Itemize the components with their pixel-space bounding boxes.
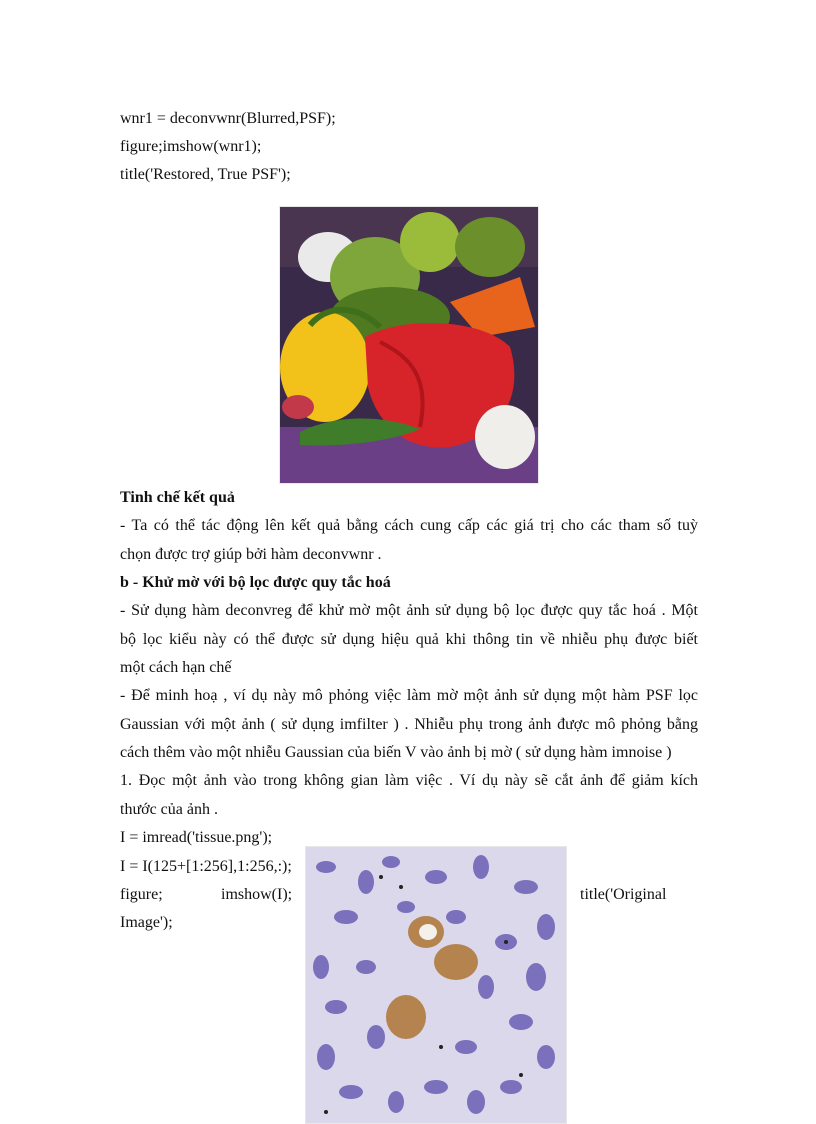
paragraph-line: cách thêm vào một nhiễu Gaussian của biến V vào ảnh bị mờ ( sử dụng hàm imnoise ) <box>120 744 672 761</box>
paragraph-line: bộ lọc kiểu này có thể được sử dụng hiệu quả khi thông tin về nhiễu phụ được biết <box>120 631 698 648</box>
section-heading: b - Khử mờ với bộ lọc được quy tắc hoá <box>120 574 391 591</box>
paragraph-line: 1. Đọc một ảnh vào trong không gian làm việc . Ví dụ này sẽ cắt ảnh để giảm kích <box>120 772 698 789</box>
code-line: figure;imshow(wnr1); <box>120 138 262 155</box>
code-line: I = I(125+[1:256],1:256,:); <box>120 858 292 875</box>
paragraph-line: thước của ảnh . <box>120 801 218 818</box>
paragraph-line: chọn được trợ giúp bởi hàm deconvwnr . <box>120 546 382 563</box>
code-word: imshow(I); <box>221 886 293 903</box>
paragraph-line: - Sử dụng hàm deconvreg để khử mờ một ảnh sử dụng bộ lọc được quy tắc hoá . Một <box>120 602 698 619</box>
tissue-photo-icon <box>306 847 566 1123</box>
section-heading: Tinh chế kết quả <box>120 489 235 506</box>
paragraph-line: - Để minh hoạ , ví dụ này mô phỏng việc làm mờ một ảnh sử dụng một hàm PSF lọc <box>120 687 698 704</box>
code-word: figure; <box>120 886 163 903</box>
code-word: title('Original <box>580 886 667 903</box>
code-line: I = imread('tissue.png'); <box>120 829 273 846</box>
peppers-photo-icon <box>280 207 538 483</box>
code-line: title('Restored, True PSF'); <box>120 166 291 183</box>
paragraph-line: Gaussian với một ảnh ( sử dụng imfilter ) . Nhiễu phụ trong ảnh được mô phỏng bằng <box>120 716 698 733</box>
code-line: wnr1 = deconvwnr(Blurred,PSF); <box>120 110 336 127</box>
paragraph-line: một cách hạn chế <box>120 659 232 676</box>
peppers-image <box>279 206 539 484</box>
tissue-image <box>305 846 567 1124</box>
code-word: Image'); <box>120 914 173 931</box>
paragraph-line: - Ta có thể tác động lên kết quả bằng cách cung cấp các giá trị cho các tham số tuỳ <box>120 517 698 534</box>
